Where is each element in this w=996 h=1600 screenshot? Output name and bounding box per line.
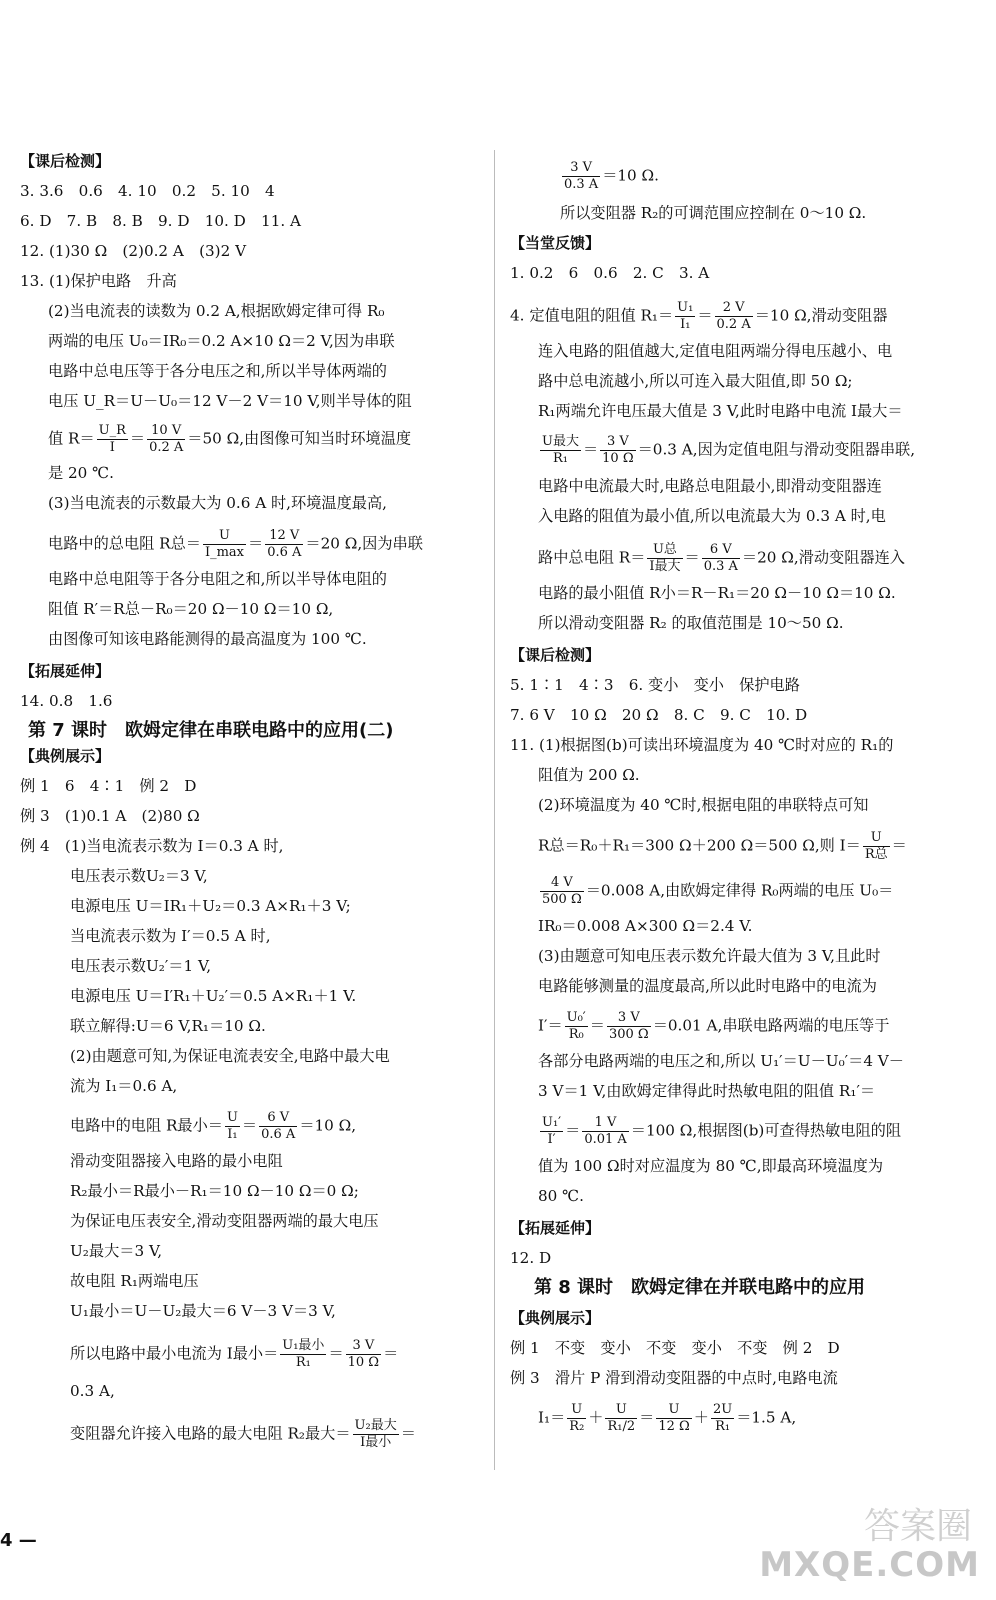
text: ＝100 Ω,根据图(b)可查得热敏电阻的阻: [630, 1121, 902, 1140]
fraction: [675, 300, 695, 333]
lesson-heading: 第 8 课时 欧姆定律在并联电路中的应用: [534, 1277, 866, 1298]
fraction: [600, 434, 635, 467]
formula-line: [510, 1010, 889, 1043]
fraction: [540, 434, 581, 467]
formula-line: [510, 830, 907, 863]
answer-line: 7. 6 V 10 Ω 20 Ω 8. C 9. C 10. D: [510, 706, 808, 724]
numerator: 10 V: [147, 423, 185, 440]
denominator: R₁: [295, 1355, 311, 1370]
answer-line: (2)由题意可知,为保证电流表安全,电路中最大电: [70, 1047, 390, 1065]
denominator: 10 Ω: [602, 451, 634, 466]
numerator: U: [863, 830, 890, 847]
section-examples: 【典例展示】: [20, 747, 111, 765]
fraction: [346, 1338, 381, 1371]
answer-line: 电源电压 U＝IR₁＋U₂＝0.3 A×R₁＋3 V;: [70, 897, 351, 915]
denominator: 500 Ω: [542, 892, 582, 907]
numerator: 3 V: [600, 434, 635, 451]
answer-line: 为保证电压表安全,滑动变阻器两端的最大电压: [70, 1212, 379, 1230]
numerator: 12 V: [265, 528, 303, 545]
denominator: R₀: [568, 1027, 584, 1042]
denominator: R₁: [552, 451, 568, 466]
answer-line: U₂最大＝3 V,: [70, 1242, 163, 1260]
denominator: 10 Ω: [347, 1355, 380, 1370]
answer-line: 6. D 7. B 8. B 9. D 10. D 11. A: [20, 212, 301, 230]
numerator: U总: [647, 542, 682, 559]
fraction: [562, 160, 600, 193]
text: ＝: [400, 1424, 416, 1443]
text: R总＝R₀＋R₁＝300 Ω＋200 Ω＝500 Ω,则 I＝: [538, 836, 861, 855]
answer-line: 电路能够测量的温度最高,所以此时电路中的电流为: [538, 977, 877, 995]
denominator: 0.3 A: [564, 177, 599, 192]
fraction: [607, 1010, 651, 1043]
answer-line: 当电流表示数为 I′＝0.5 A 时,: [70, 927, 271, 945]
numerator: 4 V: [540, 875, 584, 892]
answer-line: U₁最小＝U－U₂最大＝6 V－3 V＝3 V,: [70, 1302, 336, 1320]
denominator: I最大: [649, 559, 681, 574]
column-divider: [494, 150, 495, 1470]
answer-line: IR₀＝0.008 A×300 Ω＝2.4 V.: [538, 917, 753, 935]
numerator: U₁最小: [282, 1338, 325, 1353]
denominator: R₁: [715, 1419, 731, 1434]
answer-line: 电压表示数U₂′＝1 V,: [70, 957, 212, 975]
numerator: U: [605, 1402, 637, 1419]
answer-line: 阻值 R′＝R总－R₀＝20 Ω－10 Ω＝10 Ω,: [48, 600, 334, 618]
answer-line: 13. (1)保护电路 升高: [20, 272, 177, 290]
denominator: R₂: [569, 1419, 585, 1434]
denominator: I最小: [360, 1435, 392, 1450]
numerator: U₁: [677, 300, 694, 315]
answer-line: 14. 0.8 1.6: [20, 692, 113, 710]
fraction: [863, 830, 890, 863]
numerator: U: [226, 1110, 238, 1125]
denominator: 12 Ω: [658, 1419, 690, 1434]
answer-line: (3)当电流表的示数最大为 0.6 A 时,环境温度最高,: [48, 494, 387, 512]
text: ＝0.01 A,串联电路两端的电压等于: [652, 1016, 890, 1035]
answer-line: 阻值为 200 Ω.: [538, 766, 640, 784]
text: ＝1.5 A,: [736, 1408, 797, 1427]
denominator: 0.6 A: [267, 545, 302, 560]
denominator: 0.2 A: [149, 440, 184, 455]
text: 所以电路中最小电流为 I最小＝: [70, 1344, 279, 1363]
answer-line: 流为 I₁＝0.6 A,: [70, 1077, 178, 1095]
text: ＝: [241, 1116, 258, 1135]
text: 电路中的电阻 R最小＝: [70, 1116, 223, 1135]
numerator: 1 V: [582, 1115, 628, 1132]
formula-line: [20, 423, 411, 456]
section-examples: 【典例展示】: [510, 1309, 601, 1327]
formula-line: [20, 1418, 416, 1451]
answer-line: (3)由题意可知电压表示数允许最大值为 3 V,且此时: [538, 947, 881, 965]
denominator: I₁: [680, 317, 691, 332]
answer-line: 例 1 6 4∶1 例 2 D: [20, 777, 197, 795]
formula-line: [510, 542, 905, 575]
fraction: [582, 1115, 628, 1148]
text: ＝: [697, 306, 713, 325]
answer-line: 80 ℃.: [538, 1187, 584, 1205]
page-number: 4 —: [0, 1530, 37, 1551]
answer-line: 电路中电流最大时,电路总电阻最小,即滑动变阻器连: [538, 477, 882, 495]
denominator: I₁: [227, 1127, 238, 1142]
formula-line: [20, 1338, 398, 1371]
numerator: U最大: [542, 434, 579, 449]
answer-line: 电压 U_R＝U－U₀＝12 V－2 V＝10 V,则半导体的阻: [48, 392, 412, 410]
text: 值 R＝: [48, 429, 95, 448]
lesson-heading: 第 7 课时 欧姆定律在串联电路中的应用(二): [28, 720, 394, 741]
text: ＝20 Ω,滑动变阻器连入: [741, 548, 905, 567]
answer-line: 是 20 ℃.: [48, 464, 114, 482]
text: ＝: [129, 429, 146, 448]
text: ＝0.3 A,因为定值电阻与滑动变阻器串联,: [637, 440, 916, 459]
text: ＝: [248, 534, 264, 553]
answer-line: 0.3 A,: [70, 1382, 115, 1400]
text: ＝20 Ω,因为串联: [305, 534, 423, 553]
fraction: [715, 300, 753, 333]
answer-line: 路中总电流越小,所以可连入最大阻值,即 50 Ω;: [538, 372, 853, 390]
formula-line: [510, 1402, 796, 1435]
text: I₁＝: [538, 1408, 566, 1427]
answer-line: 电路中总电阻等于各分电阻之和,所以半导体电阻的: [48, 570, 387, 588]
numerator: 2U: [712, 1402, 733, 1417]
answer-line: 故电阻 R₁两端电压: [70, 1272, 199, 1290]
numerator: U_R: [98, 423, 126, 438]
answer-line: 电路中总电压等于各分电压之和,所以半导体两端的: [48, 362, 387, 380]
text: ＝: [328, 1344, 344, 1363]
section-after-class-test: 【课后检测】: [20, 152, 111, 170]
denominator: R总: [864, 847, 888, 862]
answer-line: 例 3 (1)0.1 A (2)80 Ω: [20, 807, 200, 825]
denominator: 300 Ω: [608, 1027, 649, 1042]
fraction: [540, 875, 584, 908]
answer-line: R₂最小＝R最小－R₁＝10 Ω－10 Ω＝0 Ω;: [70, 1182, 359, 1200]
answer-line: 值为 100 Ω时对应温度为 80 ℃,即最高环境温度为: [538, 1157, 884, 1175]
denominator: R₁/2: [607, 1419, 636, 1434]
text: 电路中的总电阻 R总＝: [48, 534, 201, 553]
text: ＝50 Ω,由图像可知当时环境温度: [187, 429, 412, 448]
text: ＝10 Ω,滑动变阻器: [754, 306, 888, 325]
text: ＝: [589, 1016, 605, 1035]
formula-line: [510, 875, 893, 908]
numerator: 6 V: [702, 542, 740, 559]
section-extension: 【拓展延伸】: [510, 1219, 601, 1237]
answer-line: 1. 0.2 6 0.6 2. C 3. A: [510, 264, 710, 282]
fraction: [280, 1338, 326, 1371]
fraction: [656, 1402, 691, 1435]
answer-line: 联立解得:U＝6 V,R₁＝10 Ω.: [70, 1017, 266, 1035]
fraction: [540, 1115, 563, 1148]
answer-line: 3 V＝1 V,由欧姆定律得此时热敏电阻的阻值 R₁′＝: [538, 1082, 876, 1100]
text: ＝10 Ω.: [602, 166, 659, 185]
text: ＝: [383, 1344, 399, 1363]
text: 变阻器允许接入电路的最大电阻 R₂最大＝: [70, 1424, 351, 1443]
formula-line: [510, 300, 887, 333]
section-extension: 【拓展延伸】: [20, 662, 111, 680]
answer-line: 例 3 滑片 P 滑到滑动变阻器的中点时,电路电流: [510, 1369, 838, 1387]
denominator: 0.2 A: [716, 317, 751, 332]
numerator: 3 V: [346, 1338, 381, 1355]
text: 4. 定值电阻的阻值 R₁＝: [510, 306, 674, 325]
watermark-logo: 答案圈: [863, 1506, 972, 1547]
answer-line: 例 4 (1)当电流表示数为 I＝0.3 A 时,: [20, 837, 284, 855]
denominator: 0.6 A: [261, 1127, 296, 1142]
formula-line: [20, 528, 423, 561]
text: ＝: [565, 1121, 581, 1140]
numerator: 3 V: [607, 1010, 651, 1027]
answer-line: 两端的电压 U₀＝IR₀＝0.2 A×10 Ω＝2 V,因为串联: [48, 332, 395, 350]
section-in-class-feedback: 【当堂反馈】: [510, 234, 601, 252]
numerator: U₂最大: [354, 1418, 397, 1433]
fraction: [147, 423, 185, 456]
answer-line: (2)当电流表的读数为 0.2 A,根据欧姆定律可得 R₀: [48, 302, 385, 320]
formula-line: [510, 160, 659, 193]
answer-line: 所以变阻器 R₂的可调范围应控制在 0～10 Ω.: [560, 204, 867, 222]
answer-line: 由图像可知该电路能测得的最高温度为 100 ℃.: [48, 630, 367, 648]
fraction: [353, 1418, 399, 1451]
answer-line: 电源电压 U＝I′R₁＋U₂′＝0.5 A×R₁＋1 V.: [70, 987, 357, 1005]
fraction: [97, 423, 128, 456]
formula-line: [510, 434, 915, 467]
fraction: [265, 528, 303, 561]
fraction: [565, 1010, 588, 1043]
denominator: I: [109, 440, 115, 455]
answer-line: 5. 1∶1 4∶3 6. 变小 变小 保护电路: [510, 676, 800, 694]
answer-line: 滑动变阻器接入电路的最小电阻: [70, 1152, 283, 1170]
text: ＋: [693, 1408, 709, 1427]
text: ＝: [639, 1408, 655, 1427]
text: ＝: [684, 548, 700, 567]
fraction: [647, 542, 682, 575]
answer-line: 所以滑动变阻器 R₂ 的取值范围是 10～50 Ω.: [538, 614, 844, 632]
denominator: I′: [547, 1132, 556, 1147]
fraction: [225, 1110, 240, 1143]
answer-line: 例 1 不变 变小 不变 变小 不变 例 2 D: [510, 1339, 840, 1357]
fraction: [702, 542, 740, 575]
numerator: 2 V: [715, 300, 753, 317]
answer-line: 12. D: [510, 1249, 552, 1267]
answer-line: 12. (1)30 Ω (2)0.2 A (3)2 V: [20, 242, 247, 260]
answer-line: 电压表示数U₂＝3 V,: [70, 867, 208, 885]
text: ＝10 Ω,: [299, 1116, 357, 1135]
answer-line: 入电路的阻值为最小值,所以电流最大为 0.3 A 时,电: [538, 507, 886, 525]
fraction: [711, 1402, 734, 1435]
text: I′＝: [538, 1016, 563, 1035]
formula-line: [510, 1115, 901, 1148]
answer-line: (2)环境温度为 40 ℃时,根据电阻的串联特点可知: [538, 796, 869, 814]
formula-line: [20, 1110, 356, 1143]
answer-line: 3. 3.6 0.6 4. 10 0.2 5. 10 4: [20, 182, 275, 200]
fraction: [567, 1402, 586, 1435]
numerator: U: [567, 1402, 586, 1419]
denominator: 0.01 A: [584, 1132, 627, 1147]
numerator: U: [203, 528, 246, 545]
answer-line: 电路的最小阻值 R小＝R－R₁＝20 Ω－10 Ω＝10 Ω.: [538, 584, 896, 602]
text: ＝: [891, 836, 907, 855]
answer-line: 各部分电路两端的电压之和,所以 U₁′＝U－U₀′＝4 V－: [538, 1052, 904, 1070]
numerator: 3 V: [562, 160, 600, 177]
text: 路中总电阻 R＝: [538, 548, 646, 567]
numerator: U: [656, 1402, 691, 1419]
denominator: I_max: [204, 545, 244, 560]
answer-line: R₁两端允许电压最大值是 3 V,此时电路中电流 I最大＝: [538, 402, 903, 420]
section-after-class-test: 【课后检测】: [510, 646, 601, 664]
text: ＝0.008 A,由欧姆定律得 R₀两端的电压 U₀＝: [585, 881, 894, 900]
numerator: U₀′: [566, 1010, 586, 1025]
watermark-text: MXQE.COM: [759, 1545, 980, 1585]
numerator: U₁′: [542, 1115, 562, 1130]
answer-line: 11. (1)根据图(b)可读出环境温度为 40 ℃时对应的 R₁的: [510, 736, 894, 754]
answer-line: 连入电路的阻值越大,定值电阻两端分得电压越小、电: [538, 342, 893, 360]
text: ＋: [588, 1408, 604, 1427]
numerator: 6 V: [259, 1110, 297, 1127]
fraction: [259, 1110, 297, 1143]
fraction: [203, 528, 246, 561]
text: ＝: [582, 440, 599, 459]
fraction: [605, 1402, 637, 1435]
denominator: 0.3 A: [703, 559, 738, 574]
